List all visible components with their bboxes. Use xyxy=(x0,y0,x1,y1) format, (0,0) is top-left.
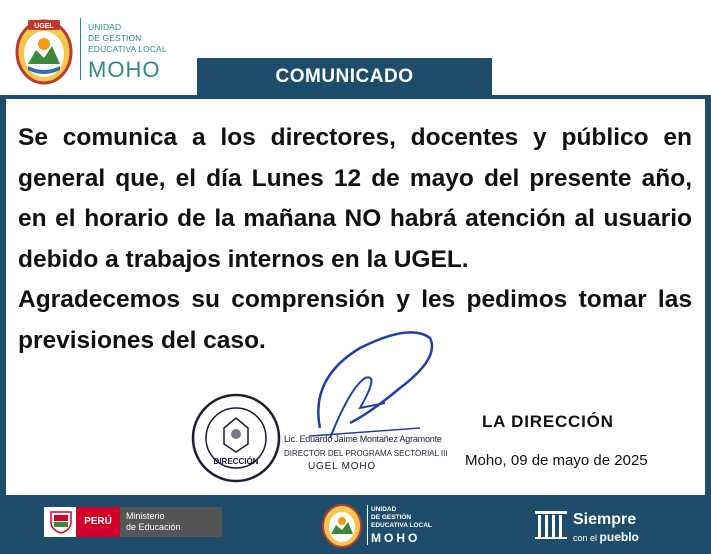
footer-org-line-3: EDUCATIVA LOCAL xyxy=(371,522,432,529)
page-title: COMUNICADO xyxy=(275,66,414,87)
org-name: MOHO xyxy=(88,57,161,82)
footer-org-text xyxy=(371,506,432,545)
slogan-end: pueblo xyxy=(599,530,639,544)
slogan-prefix: con el xyxy=(573,533,598,543)
footer-ugel-emblem-icon xyxy=(320,501,364,549)
peru-shield-icon xyxy=(48,510,74,534)
slogan-main: Siempre xyxy=(573,511,637,528)
header xyxy=(0,0,711,96)
frame-top-border xyxy=(0,95,711,99)
columns-icon xyxy=(533,509,569,541)
title-banner xyxy=(197,58,492,96)
org-line-2: DE GESTION xyxy=(88,33,142,43)
org-line-1: UNIDAD xyxy=(88,22,122,32)
frame-right-border xyxy=(705,95,711,495)
ministry-line-1: Ministerio xyxy=(126,511,165,521)
signatory-stamp xyxy=(284,434,448,474)
official-seal-icon xyxy=(190,392,282,484)
org-logo-text xyxy=(88,22,167,83)
signatory-position: DIRECTOR DEL PROGRAMA SECTORIAL III xyxy=(284,449,448,458)
logo-divider xyxy=(80,18,81,80)
signatory-office: UGEL MOHO xyxy=(308,461,376,472)
svg-text:UGEL: UGEL xyxy=(34,23,54,30)
frame-left-border xyxy=(0,95,6,495)
slogan-sub xyxy=(573,530,639,544)
footer-logo-divider xyxy=(367,505,368,545)
signatory-name: Lic. Eduardo Jaime Montañez Agramonte xyxy=(284,434,442,444)
ministry-logo xyxy=(44,507,222,537)
seal-label: DIRECCIÓN xyxy=(213,457,259,466)
ministry-name xyxy=(120,507,222,537)
footer xyxy=(0,495,711,554)
issue-date: Moho, 09 de mayo de 2025 xyxy=(465,452,648,469)
footer-org-name: MOHO xyxy=(371,531,421,545)
handwritten-signature-icon xyxy=(290,318,450,448)
peru-label: PERÚ xyxy=(76,507,120,537)
thanks-paragraph: Agradecemos su comprensión y les pedimos tomar las previsiones del caso. xyxy=(18,286,692,354)
org-line-3: EDUCATIVA LOCAL xyxy=(88,44,167,54)
ugel-emblem-icon xyxy=(14,14,74,86)
footer-org-line-2: DE GESTIÓN xyxy=(371,514,412,521)
signature-title: LA DIRECCIÓN xyxy=(482,412,614,431)
ministry-line-2: de Educación xyxy=(126,522,181,532)
footer-org-line-1: UNIDAD xyxy=(371,506,397,513)
announcement-paragraph: Se comunica a los directores, docentes y público en general que, el día Lunes 12 de mayo del presente año, en el horario de la mañana NO habrá atención al usuario debido a trabajos internos en la UGEL. xyxy=(18,124,692,273)
